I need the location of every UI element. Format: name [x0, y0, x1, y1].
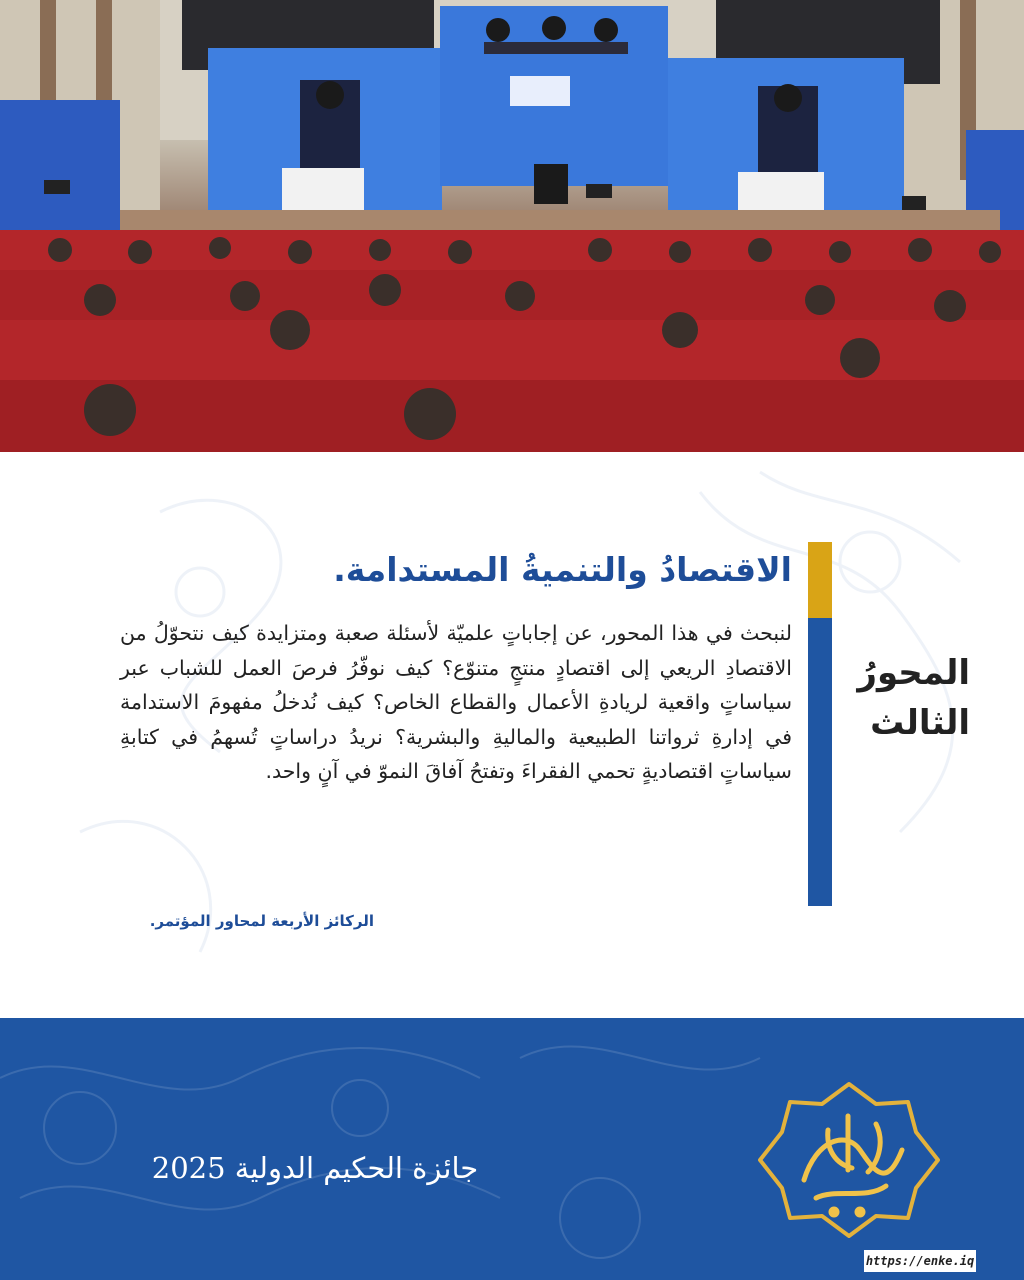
section-label: المحورُ الثالث [857, 653, 970, 743]
article-headline: الاقتصادُ والتنميةُ المستدامة. [333, 550, 792, 589]
article-body: لنبحث في هذا المحور، عن إجاباتٍ علميّة لأسئلة صعبة ومتزايدة كيف نتحوّلُ من الاقتصادِ الريعي إلى اقتصادٍ منتجٍ متنوّع؟ كيف نوفّرُ فرصَ العمل للشباب عبر سياساتٍ واقعية لريادةِ الأعمال والقطاع الخاص؟ كيف نُدخلُ مفهومَ الاستدامة في إدارةِ ثرواتنا الطبيعية والماليةِ والبشرية؟ نريدُ دراساتٍ تُسهمُ في كتابةِ سياساتٍ اقتصاديةٍ تحمي الفقراءَ وتفتحُ آفاقَ النموّ في آنٍ واحد. [120, 621, 792, 783]
award-logo [756, 1080, 942, 1240]
accent-bar-blue [808, 618, 832, 906]
award-name: جائزة الحكيم الدولية 2025 [151, 1151, 479, 1185]
accent-bar-gold [808, 542, 832, 618]
content-section [0, 452, 1024, 1018]
conference-photo [0, 0, 1024, 452]
article-caption: الركائز الأربعة لمحاور المؤتمر. [149, 912, 374, 930]
footer-banner [0, 1018, 1024, 1280]
website-url[interactable]: https://enke.iq [864, 1250, 976, 1272]
conference-hall-illustration [0, 0, 1024, 452]
